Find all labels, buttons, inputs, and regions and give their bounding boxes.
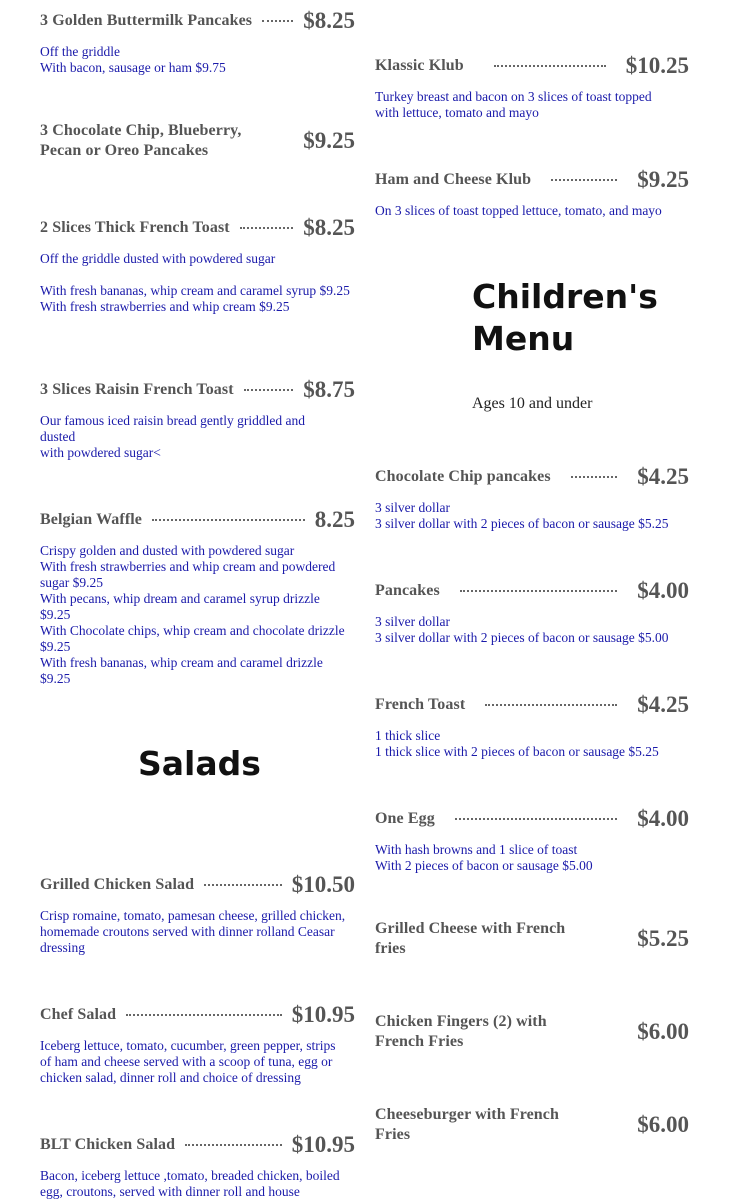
item-price: $8.25: [303, 215, 355, 240]
description-line: With fresh bananas, whip cream and caramel drizzle $9.25: [40, 655, 323, 686]
section-title-childrens-menu: Children's Menu: [472, 277, 658, 358]
item-price: $8.25: [303, 8, 355, 33]
leader-dots: [204, 883, 282, 886]
item-description: [40, 251, 355, 315]
description-line: With bacon, sausage or ham $9.75: [40, 60, 226, 75]
leader-dots: [551, 178, 617, 181]
leader-dots: [262, 19, 293, 22]
description-line: Crispy golden and dusted with powdered sugar: [40, 543, 295, 558]
leader-dots: [152, 518, 305, 521]
item-name: Grilled Chicken Salad: [40, 876, 195, 893]
leader-dots: [455, 817, 617, 820]
section-title-salads: Salads: [138, 744, 261, 783]
description-line: 3 silver dollar with 2 pieces of bacon or sausage $5.25: [375, 516, 669, 531]
item-price: $8.75: [303, 377, 355, 402]
description-line: With 2 pieces of bacon or sausage $5.00: [375, 858, 593, 873]
description-line: Off the griddle: [40, 44, 120, 59]
menu-item-thick-french-toast: [40, 213, 355, 315]
menu-item-kids-pancakes: [375, 576, 689, 646]
item-name: Chocolate Chip pancakes: [375, 468, 551, 485]
description-line: With fresh strawberries and whip cream $9.25: [40, 299, 290, 314]
menu-item-kids-chocolate-chip-pancakes: [375, 462, 689, 532]
item-name: 3 Chocolate Chip, Blueberry, Pecan or Oreo Pancakes: [40, 122, 242, 159]
description-line: Off the griddle dusted with powdered sugar: [40, 251, 276, 266]
menu-item-ham-cheese-klub: [375, 165, 689, 219]
menu-item-chicken-fingers: [375, 1012, 689, 1052]
description-line: 3 silver dollar with 2 pieces of bacon or sausage $5.00: [375, 630, 669, 645]
item-price: $10.25: [625, 53, 689, 78]
leader-dots: [185, 1143, 282, 1146]
item-name: Klassic Klub: [375, 57, 464, 74]
description-line: Our famous iced raisin bread gently griddled and dusted: [40, 413, 306, 444]
menu-item-belgian-waffle: [40, 505, 355, 687]
leader-dots: [244, 388, 294, 391]
item-name: BLT Chicken Salad: [40, 1136, 176, 1153]
item-description: Crisp romaine, tomato, pamesan cheese, grilled chicken, homemade croutons served with dinner rolland Ceasar dressing: [40, 908, 346, 955]
item-description: [375, 500, 689, 532]
item-price: $6.00: [637, 1112, 689, 1137]
item-description: [375, 728, 689, 760]
leader-dots: [485, 703, 617, 706]
menu-item-chocolate-pancakes: [40, 121, 355, 161]
item-name: Grilled Cheese with French fries: [375, 920, 566, 957]
item-price: $9.25: [637, 167, 689, 192]
item-description: On 3 slices of toast topped lettuce, tomato, and mayo: [375, 203, 662, 218]
menu-item-kids-french-toast: [375, 690, 689, 760]
item-name: Chef Salad: [40, 1006, 117, 1023]
description-line: With Chocolate chips, whip cream and chocolate drizzle $9.25: [40, 623, 345, 654]
item-name: 2 Slices Thick French Toast: [40, 219, 230, 236]
leader-dots: [240, 226, 294, 229]
item-price: $5.25: [637, 926, 689, 951]
item-price: 8.25: [314, 507, 355, 532]
item-price: $10.95: [291, 1132, 355, 1157]
item-name: French Toast: [375, 696, 466, 713]
menu-item-one-egg: [375, 804, 689, 874]
description-line: 3 silver dollar: [375, 500, 450, 515]
item-description: [40, 413, 330, 461]
description-line: With fresh bananas, whip cream and caramel syrup $9.25: [40, 283, 350, 298]
menu-item-raisin-french-toast: [40, 375, 355, 461]
menu-item-grilled-cheese: [375, 919, 689, 959]
item-description: [375, 614, 689, 646]
menu-item-blt-chicken-salad: [40, 1130, 355, 1200]
description-line: 1 thick slice with 2 pieces of bacon or sausage $5.25: [375, 744, 659, 759]
item-price: $4.00: [637, 578, 689, 603]
description-line: With fresh strawberries and whip cream and powdered sugar $9.25: [40, 559, 336, 590]
description-line: With pecans, whip dream and caramel syrup drizzle $9.25: [40, 591, 320, 622]
menu-item-klassic-klub: [375, 51, 689, 121]
item-name: 3 Slices Raisin French Toast: [40, 381, 234, 398]
leader-dots: [571, 475, 618, 478]
item-description: [40, 44, 355, 76]
menu-item-grilled-chicken-salad: [40, 870, 355, 956]
item-price: $4.00: [637, 806, 689, 831]
item-name: One Egg: [375, 810, 435, 827]
menu-item-cheeseburger: [375, 1105, 689, 1145]
leader-dots: [460, 589, 617, 592]
item-name: Belgian Waffle: [40, 511, 142, 528]
description-line: with powdered sugar<: [40, 445, 161, 460]
leader-dots: [126, 1013, 282, 1016]
item-description: Bacon, iceberg lettuce ,tomato, breaded chicken, boiled egg, croutons, served with dinner roll and house: [40, 1168, 340, 1199]
menu-item-chef-salad: [40, 1000, 355, 1086]
item-price: $10.50: [291, 872, 355, 897]
item-price: $9.25: [303, 128, 355, 153]
item-description: [40, 543, 350, 687]
item-name: 3 Golden Buttermilk Pancakes: [40, 12, 253, 29]
menu-item-buttermilk-pancakes: [40, 6, 355, 76]
section-subtitle: Ages 10 and under: [472, 395, 593, 412]
description-line: With hash browns and 1 slice of toast: [375, 842, 578, 857]
item-description: [375, 842, 689, 874]
item-name: Cheeseburger with French Fries: [375, 1106, 560, 1143]
item-price: $4.25: [637, 464, 689, 489]
item-description: Iceberg lettuce, tomato, cucumber, green pepper, strips of ham and cheese served with a scoop of tuna, egg or chicken salad, dinner roll and choice of dressing: [40, 1038, 336, 1085]
description-line: 1 thick slice: [375, 728, 441, 743]
item-price: $10.95: [291, 1002, 355, 1027]
item-name: Pancakes: [375, 582, 440, 599]
item-price: $4.25: [637, 692, 689, 717]
leader-dots: [494, 64, 606, 67]
description-line: 3 silver dollar: [375, 614, 450, 629]
item-description: Turkey breast and bacon on 3 slices of toast topped with lettuce, tomato and mayo: [375, 89, 652, 120]
item-name: Chicken Fingers (2) with French Fries: [375, 1013, 547, 1050]
item-price: $6.00: [637, 1019, 689, 1044]
item-name: Ham and Cheese Klub: [375, 171, 532, 188]
